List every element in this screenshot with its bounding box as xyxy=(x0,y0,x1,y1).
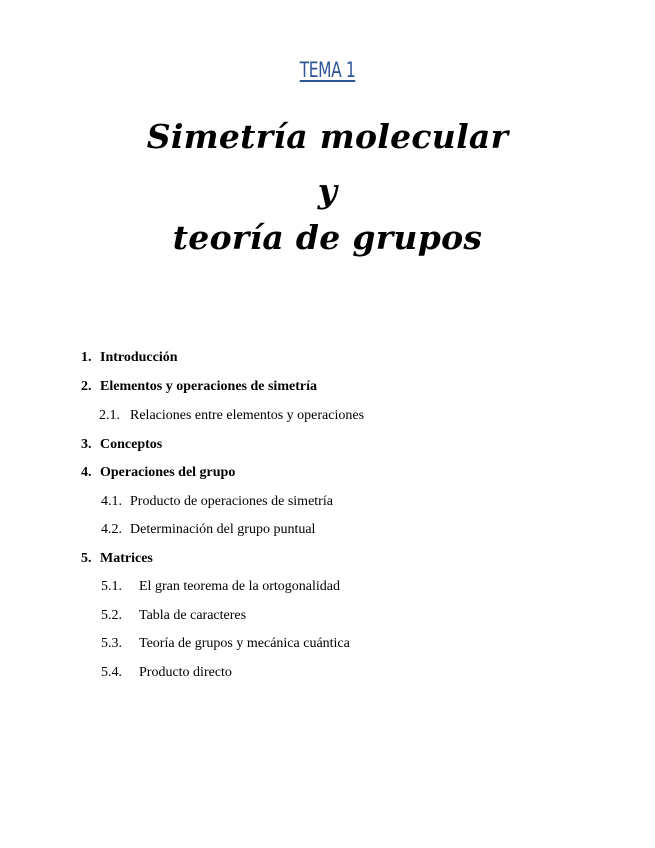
toc-label: Tabla de caracteres xyxy=(139,608,247,623)
toc-item-5-4 xyxy=(101,663,232,683)
title-line-3: teoría de grupos xyxy=(172,218,483,257)
toc-label: Teoría de grupos y mecánica cuántica xyxy=(139,636,350,651)
toc-item-5 xyxy=(81,549,153,569)
toc-number: 2.1. xyxy=(99,408,120,423)
toc-number: 5.2. xyxy=(101,608,122,623)
toc-number: 1. xyxy=(81,350,92,365)
toc-number: 3. xyxy=(81,437,92,452)
toc-item-4 xyxy=(81,463,235,483)
toc-label: Conceptos xyxy=(100,437,163,452)
toc-item-2-1 xyxy=(99,406,364,426)
toc-label: Matrices xyxy=(100,551,153,566)
toc-number: 5.4. xyxy=(101,665,122,680)
toc-label: Determinación del grupo puntual xyxy=(130,522,316,537)
toc-label: El gran teorema de la ortogonalidad xyxy=(139,579,340,594)
toc-item-4-1 xyxy=(101,492,333,512)
toc-number: 4. xyxy=(81,465,92,480)
toc-item-3 xyxy=(81,435,162,455)
toc-label: Elementos y operaciones de simetría xyxy=(100,379,317,394)
toc-label: Producto de operaciones de simetría xyxy=(130,494,333,509)
toc-item-1 xyxy=(81,348,178,368)
toc-number: 5.3. xyxy=(101,636,122,651)
toc-item-5-2 xyxy=(101,606,246,626)
toc-number: 5. xyxy=(81,551,92,566)
title-line-1: Simetría molecular xyxy=(146,117,509,156)
toc-number: 5.1. xyxy=(101,579,122,594)
chapter-label: TEMA 1 xyxy=(299,58,356,82)
toc-label: Operaciones del grupo xyxy=(100,465,236,480)
toc-number: 4.2. xyxy=(101,522,122,537)
toc-item-5-1 xyxy=(101,577,340,597)
toc-label: Relaciones entre elementos y operaciones xyxy=(130,408,365,423)
title-line-2: y xyxy=(317,171,338,210)
toc-item-2 xyxy=(81,377,317,397)
toc-label: Introducción xyxy=(100,350,178,365)
toc-item-5-3 xyxy=(101,634,350,654)
toc-number: 4.1. xyxy=(101,494,122,509)
toc-item-4-2 xyxy=(101,520,315,540)
toc-label: Producto directo xyxy=(139,665,232,680)
toc-number: 2. xyxy=(81,379,92,394)
